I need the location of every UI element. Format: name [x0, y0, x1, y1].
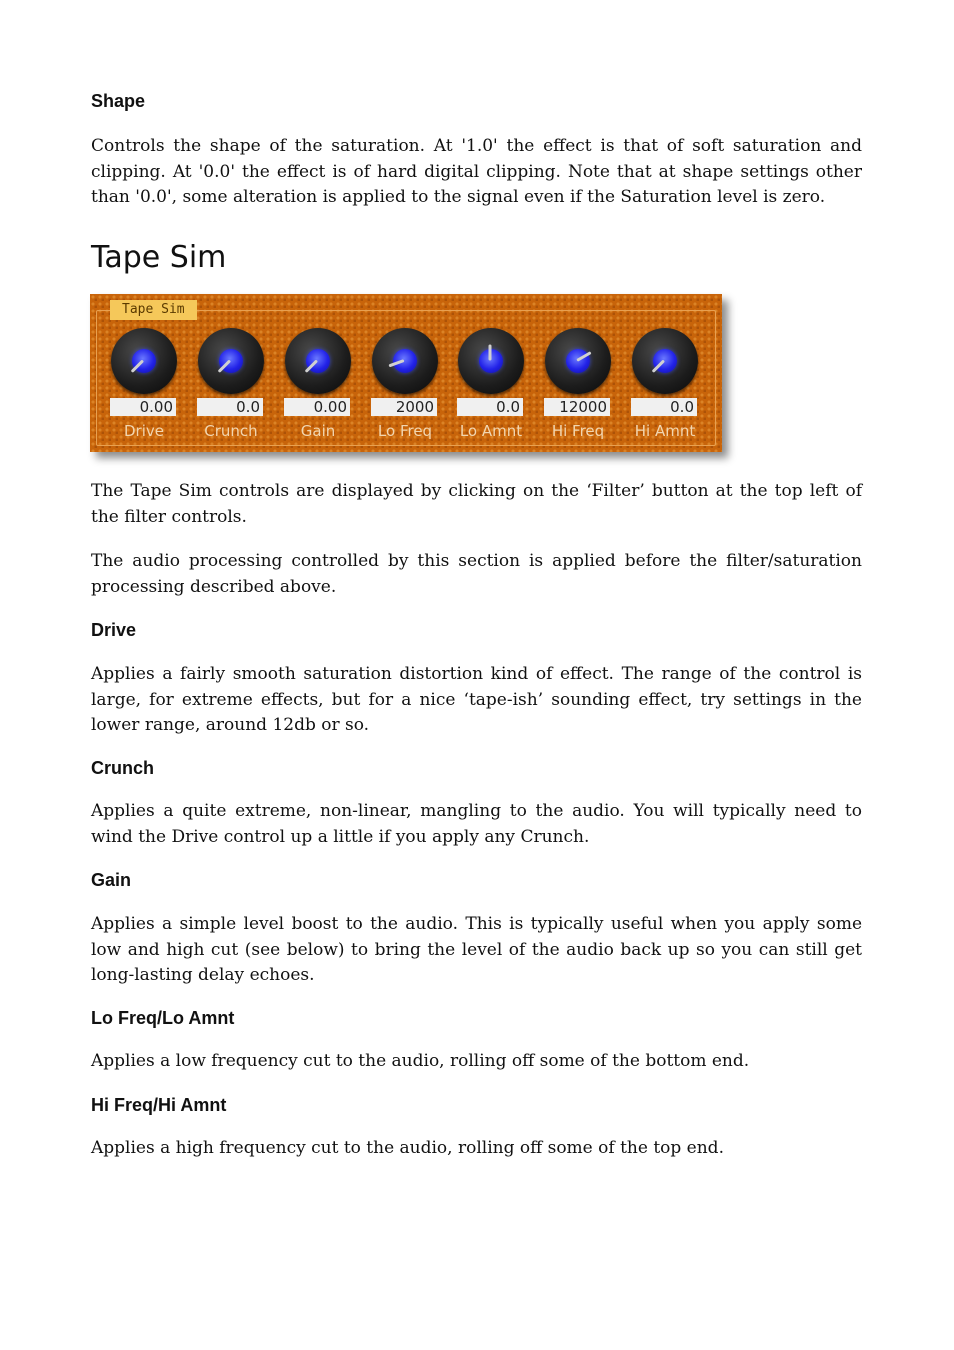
- hi-freq-label: Hi Freq: [551, 422, 605, 440]
- hi-amnt-label: Hi Amnt: [634, 422, 696, 440]
- drive-label: Drive: [124, 422, 164, 440]
- lo-freq-label: Lo Freq: [377, 422, 433, 440]
- hi-amnt-value[interactable]: 0.0: [631, 398, 697, 416]
- crunch-paragraph: Applies a quite extreme, non-linear, mangling to the audio. You will typically need to wind the Drive control up a little if you apply any Crunch.: [91, 801, 862, 847]
- gain-label: Gain: [300, 422, 336, 440]
- gain-value[interactable]: 0.00: [284, 398, 350, 416]
- tape-sim-tab[interactable]: Tape Sim: [110, 300, 197, 320]
- lo-amnt-label: Lo Amnt: [459, 422, 523, 440]
- crunch-value[interactable]: 0.0: [197, 398, 263, 416]
- hi-amnt-knob[interactable]: [632, 328, 698, 394]
- hi-freq-heading: Hi Freq/Hi Amnt: [91, 1095, 227, 1115]
- lo-freq-value[interactable]: 2000: [371, 398, 437, 416]
- drive-value[interactable]: 0.00: [110, 398, 176, 416]
- crunch-heading: Crunch: [91, 758, 154, 778]
- gain-heading: Gain: [91, 870, 132, 890]
- shape-paragraph: Controls the shape of the saturation. At '1.0' the effect is that of soft saturation and clipping. At '0.0' the effect is of hard digital clipping. Note that at shape settings other than '0.0', some alteration is applied to the signal even if the Saturation level is zero.: [91, 136, 862, 207]
- gain-knob[interactable]: [285, 328, 351, 394]
- knob-pointer-icon: [489, 345, 492, 361]
- lo-freq-heading: Lo Freq/Lo Amnt: [91, 1008, 235, 1028]
- lo-amnt-knob[interactable]: [458, 328, 524, 394]
- lo-amnt-value[interactable]: 0.0: [457, 398, 523, 416]
- drive-heading: Drive: [91, 620, 137, 640]
- drive-paragraph: Applies a fairly smooth saturation distortion kind of effect. The range of the control is large, for extreme effects, but for a nice ‘tape-ish’ sounding effect, try settings in the lower range, around 12db or so.: [91, 664, 862, 735]
- hi-freq-knob[interactable]: [545, 328, 611, 394]
- lo-freq-knob[interactable]: [372, 328, 438, 394]
- tape-sim-paragraph-1: The Tape Sim controls are displayed by clicking on the ‘Filter’ button at the top left of the filter controls.: [91, 481, 862, 527]
- tape-sim-heading: Tape Sim: [91, 240, 227, 275]
- tape-sim-paragraph-2: The audio processing controlled by this section is applied before the filter/saturation processing described above.: [91, 551, 862, 597]
- lo-freq-paragraph: Applies a low frequency cut to the audio, rolling off some of the bottom end.: [91, 1051, 750, 1071]
- hi-freq-value[interactable]: 12000: [544, 398, 610, 416]
- shape-heading: Shape: [91, 91, 146, 111]
- crunch-knob[interactable]: [198, 328, 264, 394]
- crunch-label: Crunch: [204, 422, 258, 440]
- tape-sim-panel: [90, 294, 722, 452]
- gain-paragraph: Applies a simple level boost to the audio. This is typically useful when you apply some low and high cut (see below) to bring the level of the audio back up so you can still get long-lasting delay echoes.: [91, 914, 862, 985]
- drive-knob[interactable]: [111, 328, 177, 394]
- hi-freq-paragraph: Applies a high frequency cut to the audio, rolling off some of the top end.: [91, 1138, 724, 1158]
